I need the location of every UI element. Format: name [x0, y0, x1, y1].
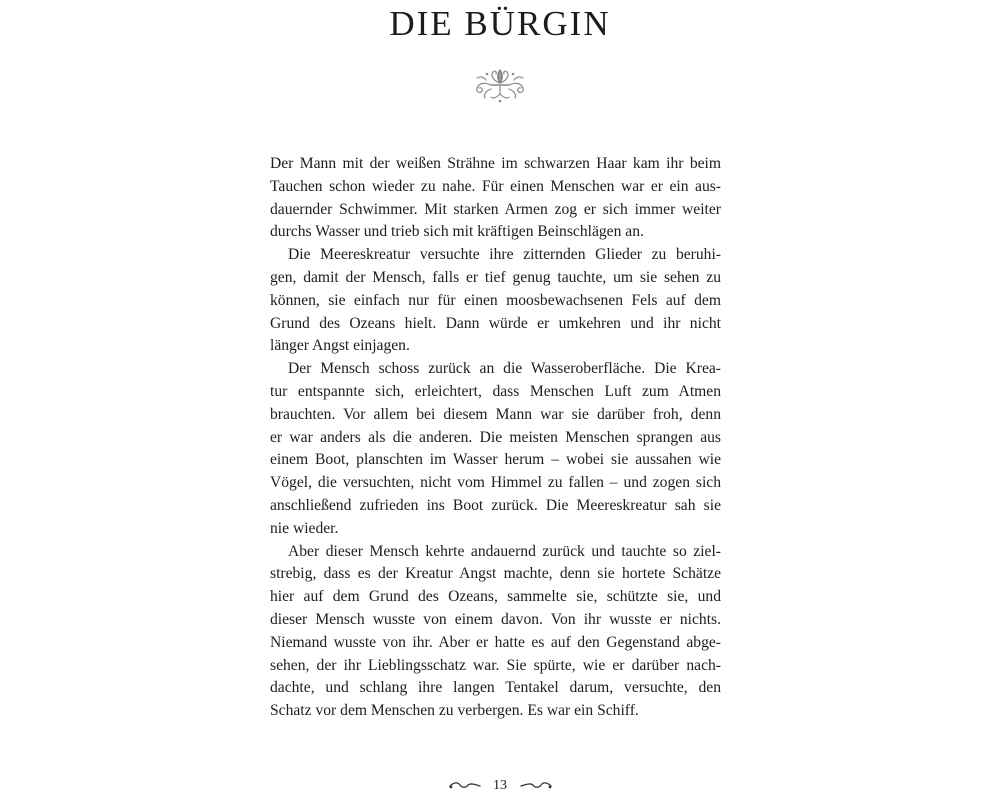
text-line: einem Boot, planschten im Wasser herum – wobei sie aussahen wie [270, 451, 721, 469]
text-line: brauchten. Vor allem bei diesem Mann war sie darüber froh, denn [270, 405, 721, 423]
text-line: Vögel, die versuchten, nicht vom Himmel zu fallen – und zogen sich [270, 474, 721, 492]
text-line: durchs Wasser und trieb sich mit kräftigen Beinschlägen an. [270, 223, 644, 241]
text-line: können, sie einfach nur für einen moosbewachsenen Fels auf dem [270, 291, 721, 309]
text-line: sehen, der ihr Lieblingsschatz war. Sie spürte, wie er darüber nach- [270, 656, 721, 674]
text-line: nie wieder. [270, 519, 339, 537]
swash-right-icon [519, 781, 553, 791]
text-line: dachte, und schlang ihre langen Tentakel darum, versuchte, den [270, 679, 721, 697]
text-line: länger Angst einjagen. [270, 337, 410, 355]
text-line: Grund des Ozeans hielt. Dann würde er umkehren und ihr nicht [270, 314, 721, 332]
text-line: strebig, dass es der Kreatur Angst machte, denn sie hortete Schätze [270, 565, 721, 583]
text-line: Tauchen schon wieder zu nahe. Für einen Menschen war er ein aus- [270, 177, 721, 195]
chapter-body-text [270, 153, 721, 723]
text-line: Der Mann mit der weißen Strähne im schwarzen Haar kam ihr beim [270, 155, 721, 172]
swash-left-icon [448, 781, 482, 791]
text-line: dieser Mensch wusste von einem davon. Von ihr wusste er nichts. [270, 610, 721, 628]
text-line: gen, damit der Mensch, falls er tief genug tauchte, um sie sehen zu [270, 268, 721, 286]
text-line: er war anders als die anderen. Die meisten Menschen sprangen aus [270, 428, 721, 446]
page-footer [0, 776, 1000, 796]
text-line: dauernder Schwimmer. Mit starken Armen zog er sich immer weiter [270, 200, 721, 218]
text-line: Niemand wusste von ihr. Aber er hatte es auf den Gegenstand abge- [270, 633, 721, 651]
text-line: Die Meereskreatur versuchte ihre zitternden Glieder zu beruhi- [288, 246, 721, 264]
chapter-title: DIE BÜRGIN [389, 4, 611, 43]
text-line: tur entspannte sich, erleichtert, dass Menschen Luft zum Atmen [270, 382, 721, 400]
page-number: 13 [493, 778, 507, 793]
text-line: Der Mensch schoss zurück an die Wasseroberfläche. Die Krea- [288, 360, 721, 378]
text-line: anschließend zufrieden ins Boot zurück. Die Meereskreatur sah sie [270, 496, 721, 514]
text-line: Schatz vor dem Menschen zu verbergen. Es war ein Schiff. [270, 702, 639, 720]
fleur-de-lis-ornament-icon [467, 64, 533, 104]
text-line: hier auf dem Grund des Ozeans, sammelte sie, schützte sie, und [270, 588, 721, 606]
text-line: Aber dieser Mensch kehrte andauernd zurück und tauchte so ziel- [288, 542, 721, 560]
